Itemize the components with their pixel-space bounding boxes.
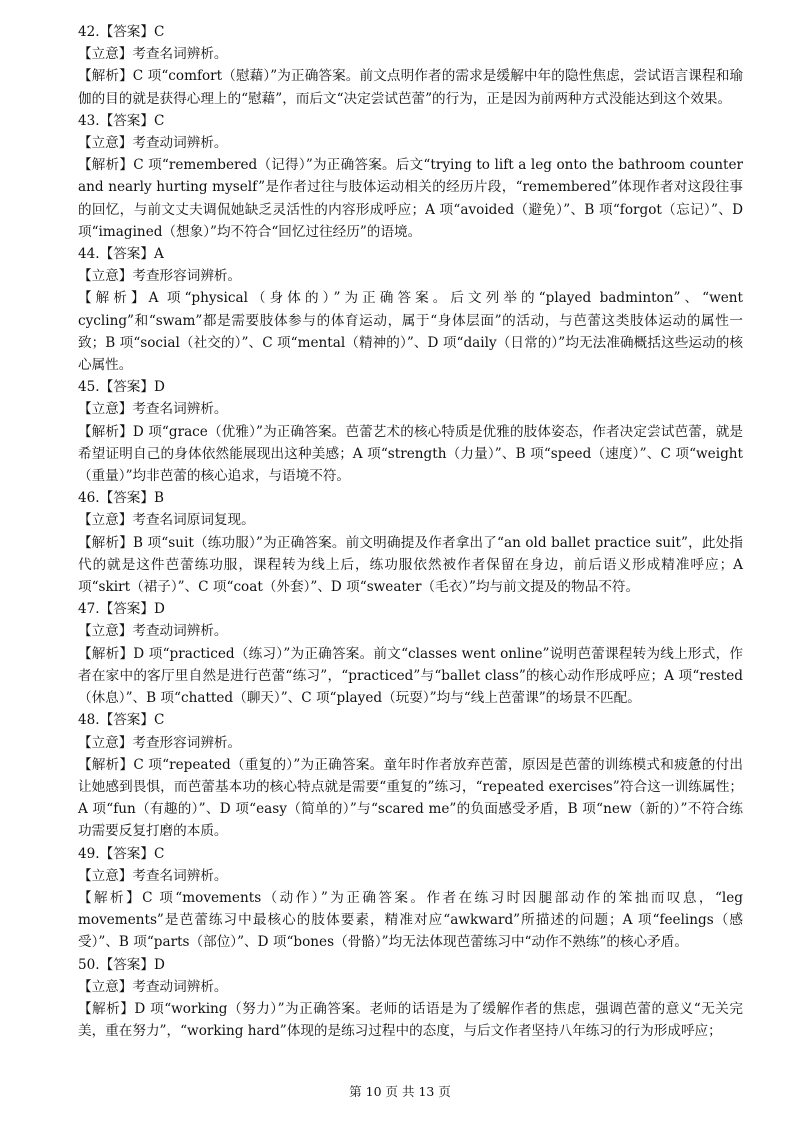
answer-explanations <box>78 21 743 1042</box>
analysis-paragraph: 【解析】C 项“remembered（记得）”为正确答案。后文“trying to lift a leg onto the bathroom counter and nearly hurting myself”是作者过往与肢体运动相关的经历片段，“remembered”体现作者对这段往事的回忆，与前文丈夫调侃她缺乏灵活性的内容形成呼应；A 项“avoided（避免）”、B 项“forgot（忘记）”、D 项“imagined（想象）”均不符合“回忆过往经历”的语境。 <box>78 157 743 240</box>
answer-line: 43.【答案】C <box>78 112 165 129</box>
answer-line: 48.【答案】C <box>78 712 165 729</box>
question-43 <box>78 110 743 243</box>
analysis-paragraph: 【解析】D 项“working（努力）”为正确答案。老师的话语是为了缓解作者的焦虑，强调芭蕾的意义“无关完美，重在努力”，“working hard”体现的是练习过程中的态度，与后文作者坚持八年练习的行为形成呼应； <box>78 1000 743 1040</box>
intent-line: 【立意】考查名词原词复现。 <box>78 512 255 529</box>
answer-line: 50.【答案】D <box>78 956 165 973</box>
question-45 <box>78 376 743 487</box>
question-44 <box>78 243 743 376</box>
answer-line: 45.【答案】D <box>78 379 165 396</box>
question-48 <box>78 709 743 842</box>
analysis-paragraph: 【解析】C 项“comfort（慰藉）”为正确答案。前文点明作者的需求是缓解中年的隐性焦虑，尝试语言课程和瑜伽的目的就是获得心理上的“慰藉”，而后文“决定尝试芭蕾”的行为，正是因为前两种方式没能达到这个效果。 <box>78 68 743 107</box>
analysis-paragraph: 【解析】A 项“physical（身体的）”为正确答案。后文列举的“played badminton”、“went cycling”和“swam”都是需要肢体参与的体育运动，属于“身体层面”的活动，与芭蕾这类肢体运动的属性一致；B 项“social（社交的）”、C 项“mental（精神的）”、D 项“daily（日常的）”均无法准确概括这些运动的核心属性。 <box>78 290 743 374</box>
question-46 <box>78 487 743 598</box>
page-number-footer: 第 10 页 共 13 页 <box>349 1084 451 1099</box>
intent-line: 【立意】考查名词辨析。 <box>78 867 228 884</box>
intent-line: 【立意】考查动词辨析。 <box>78 978 228 995</box>
answer-line: 46.【答案】B <box>78 490 164 507</box>
analysis-paragraph: 【解析】D 项“grace（优雅）”为正确答案。芭蕾艺术的核心特质是优雅的肢体姿态，作者决定尝试芭蕾，就是希望证明自己的身体依然能展现出这种美感；A 项“strength（力量）”、B 项“speed（速度）”、C 项“weight（重量）”均非芭蕾的核心追求，与语境不符。 <box>78 423 743 485</box>
intent-line: 【立意】考查名词辨析。 <box>78 46 228 63</box>
intent-line: 【立意】考查动词辨析。 <box>78 623 228 640</box>
answer-line: 44.【答案】A <box>78 246 164 263</box>
question-50 <box>78 954 743 1043</box>
question-49 <box>78 843 743 954</box>
analysis-paragraph: 【解析】C 项“repeated（重复的）”为正确答案。童年时作者放弃芭蕾，原因是芭蕾的训练模式和疲惫的付出让她感到畏惧，而芭蕾基本功的核心特点就是需要“重复的”练习，“repeated exercises”符合这一训练属性；A 项“fun（有趣的）”、D 项“easy（简单的）”与“scared me”的负面感受矛盾，B 项“new（新的）”不符合练功需要反复打磨的本质。 <box>78 756 743 840</box>
analysis-paragraph: 【解析】D 项“practiced（练习）”为正确答案。前文“classes went online”说明芭蕾课程转为线上形式，作者在家中的客厅里自然是进行芭蕾“练习”，“practiced”与“ballet class”的核心动作形成呼应；A 项“rested（休息）”、B 项“chatted（聊天）”、C 项“played（玩耍）”均与“线上芭蕾课”的场景不匹配。 <box>78 645 743 707</box>
analysis-paragraph: 【解析】B 项“suit（练功服）”为正确答案。前文明确提及作者拿出了“an old ballet practice suit”，此处指代的就是这件芭蕾练功服，课程转为线上后，练功服依然被作者保留在身边，前后语义形成精准呼应；A 项“skirt（裙子）”、C 项“coat（外套）”、D 项“sweater（毛衣）”均与前文提及的物品不符。 <box>78 534 743 596</box>
intent-line: 【立意】考查形容词辨析。 <box>78 268 242 285</box>
question-42 <box>78 21 743 110</box>
question-47 <box>78 598 743 709</box>
answer-line: 42.【答案】C <box>78 24 165 40</box>
answer-line: 47.【答案】D <box>78 601 165 618</box>
answer-line: 49.【答案】C <box>78 845 165 862</box>
intent-line: 【立意】考查形容词辨析。 <box>78 734 242 751</box>
intent-line: 【立意】考查名词辨析。 <box>78 401 228 418</box>
intent-line: 【立意】考查动词辨析。 <box>78 135 228 152</box>
analysis-paragraph: 【解析】C 项“movements（动作）”为正确答案。作者在练习时因腿部动作的笨拙而叹息，“leg movements”是芭蕾练习中最核心的肢体要素，精准对应“awkward”所描述的问题；A 项“feelings（感受）”、B 项“parts（部位）”、D 项“bones（骨骼）”均无法体现芭蕾练习中“动作不熟练”的核心矛盾。 <box>78 889 743 951</box>
